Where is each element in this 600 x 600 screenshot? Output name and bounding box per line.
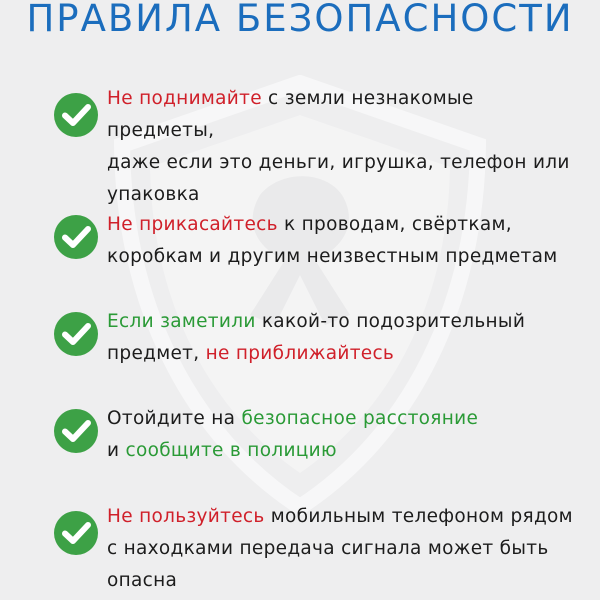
check-circle-icon <box>52 509 100 557</box>
rule-text <box>107 83 577 211</box>
check-circle-icon <box>52 213 100 261</box>
rule-text-part: и <box>107 440 126 461</box>
check-circle-icon <box>52 91 100 139</box>
rule-text-part: Отойдите на <box>107 408 242 429</box>
rule-text-part: мобильным телефоном рядом <box>264 506 573 527</box>
warning-phrase: Не пользуйтесь <box>107 506 265 527</box>
rule-text-part: коробкам и другим неизвестным предметам <box>107 246 558 267</box>
warning-phrase: не приближайтесь <box>205 343 395 364</box>
rule-text-part: опасна <box>107 570 178 591</box>
rule-text-part: упаковка <box>107 184 200 205</box>
rule-text <box>107 501 577 597</box>
rule-text-part: какой-то подозрительный <box>255 311 526 332</box>
check-circle-icon <box>52 310 100 358</box>
check-circle-icon <box>52 407 100 455</box>
rule-text <box>107 209 577 273</box>
highlight-phrase: сообщите в полицию <box>125 440 337 461</box>
page-title: ПРАВИЛА БЕЗОПАСНОСТИ <box>26 0 574 40</box>
rule-text-part: с находками передача сигнала может быть <box>107 538 549 559</box>
warning-phrase: Не поднимайте <box>107 88 262 109</box>
rule-text <box>107 306 577 370</box>
rule-text-part: с земли незнакомые предметы, <box>107 88 474 141</box>
highlight-phrase: Если заметили <box>107 311 256 332</box>
rule-text-part: даже если это деньги, игрушка, телефон или <box>107 152 570 173</box>
rule-text-part: к проводам, свёрткам, <box>277 214 512 235</box>
warning-phrase: Не прикасайтесь <box>107 214 278 235</box>
rule-text <box>107 403 577 467</box>
rule-text-part: предмет, <box>107 343 206 364</box>
highlight-phrase: безопасное расстояние <box>241 408 479 429</box>
